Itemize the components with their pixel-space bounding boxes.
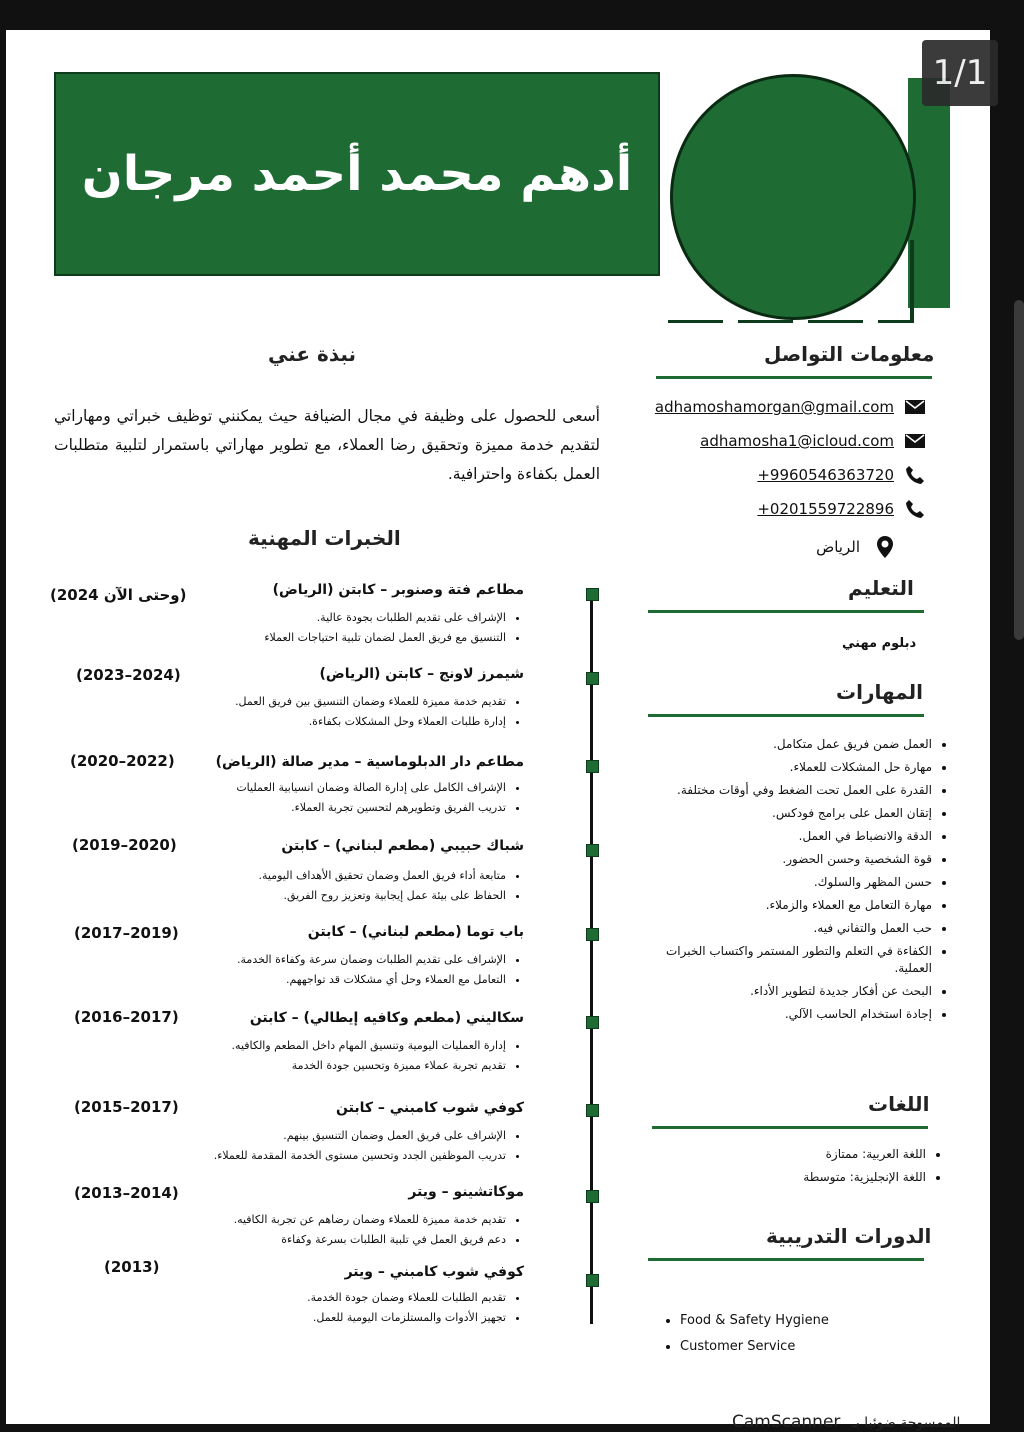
skill-item: • إتقان العمل على برامج فودكس. <box>646 805 932 822</box>
job-bullet: • الحفاظ على بيئة عمل إيجابية وتعزيز روح الفريق. <box>259 886 507 906</box>
languages-title: اللغات <box>868 1092 930 1116</box>
skill-item: • مهارة حل المشكلات للعملاء. <box>646 759 932 776</box>
email-2-text[interactable]: adhamosha1@icloud.com <box>700 432 894 450</box>
job-date: (2024 وحتى الآن) <box>50 586 187 604</box>
job-title: باب توما (مطعم لبناني) – كابتن <box>307 924 524 940</box>
skill-item: • قوة الشخصية وحسن الحضور. <box>646 851 932 868</box>
education-rule <box>648 610 924 613</box>
job-date: (2020–2022) <box>70 752 175 770</box>
job-bullet: • الإشراف على تقديم الطلبات بجودة عالية. <box>264 608 506 628</box>
page-counter: 1/1 <box>922 40 998 106</box>
phone-icon <box>904 466 926 484</box>
contact-title: معلومات التواصل <box>764 342 935 366</box>
contact-email-1[interactable] <box>655 398 894 416</box>
contact-email-2[interactable] <box>700 432 894 450</box>
phone-2-text[interactable]: +0201559722896 <box>757 500 894 518</box>
skills-title: المهارات <box>836 680 923 704</box>
timeline-marker <box>586 1190 599 1203</box>
job-bullets <box>237 950 524 990</box>
skill-item: • القدرة على العمل تحت الضغط وفي أوقات مختلفة. <box>646 782 932 799</box>
job-bullets <box>232 1036 524 1076</box>
skill-item: • حب العمل والتفاني فيه. <box>646 920 932 937</box>
timeline-marker <box>586 844 599 857</box>
job-title: كوفي شوب كامبني – كابتن <box>336 1100 524 1116</box>
skill-item: • مهارة التعامل مع العملاء والزملاء. <box>646 897 932 914</box>
education-degree: دبلوم مهني <box>842 636 917 651</box>
skill-item: • العمل ضمن فريق عمل متكامل. <box>646 736 932 753</box>
contact-rule <box>656 376 932 379</box>
job-bullet: • تدريب الفريق وتطويرهم لتحسين تجربة العملاء. <box>236 798 506 818</box>
job-date: (2017–2019) <box>74 924 179 942</box>
job-bullet: • التنسيق مع فريق العمل لضمان تلبية احتياجات العملاء <box>264 628 506 648</box>
job-bullets <box>264 608 524 648</box>
photo-frame-line <box>910 240 914 322</box>
courses-rule <box>648 1258 924 1261</box>
skill-item: • إجادة استخدام الحاسب الآلي. <box>646 1006 932 1023</box>
job-bullet: • تقديم الطلبات للعملاء وضمان جودة الخدمة. <box>307 1288 506 1308</box>
job-title: سكاليني (مطعم وكافيه إيطالي) – كابتن <box>249 1010 524 1026</box>
scanned-by-label: الممسوحة ضوئيا بـ <box>851 1415 961 1431</box>
job-bullets <box>234 1210 524 1250</box>
location-pin-icon <box>874 538 896 556</box>
job-bullets <box>235 692 524 732</box>
envelope-icon <box>904 398 926 416</box>
job-date: (2013–2014) <box>74 1184 179 1202</box>
envelope-icon <box>904 432 926 450</box>
email-1-text[interactable]: adhamoshamorgan@gmail.com <box>654 398 894 416</box>
language-item: • اللغة العربية: ممتازة <box>726 1146 926 1163</box>
job-bullet: • الإشراف على تقديم الطلبات وضمان سرعة وكفاءة الخدمة. <box>237 950 506 970</box>
job-title: شيمرز لاونج – كابتن (الرياض) <box>319 666 524 682</box>
job-title: شباك حبيبي (مطعم لبناني) – كابتن <box>281 838 524 854</box>
timeline-marker <box>586 928 599 941</box>
languages-rule <box>652 1126 928 1129</box>
skills-rule <box>648 714 924 717</box>
course-item: • Customer Service <box>680 1334 829 1360</box>
job-title: كوفي شوب كامبني – ويتر <box>344 1264 524 1280</box>
skill-item: • الدقة والانضباط في العمل. <box>646 828 932 845</box>
job-title: مطاعم فتة وصنوبر – كابتن (الرياض) <box>272 582 524 598</box>
job-date: (2013) <box>104 1258 160 1276</box>
full-name: أدهم محمد أحمد مرجان <box>81 146 633 202</box>
profile-photo-placeholder <box>670 74 916 320</box>
scanner-watermark <box>732 1412 960 1432</box>
courses-list <box>660 1308 829 1360</box>
job-date: (2016–2017) <box>74 1008 179 1026</box>
skill-item: • حسن المظهر والسلوك. <box>646 874 932 891</box>
job-title: موكاتشينو – ويتر <box>408 1184 524 1200</box>
job-date: (2023–2024) <box>76 666 181 684</box>
job-date: (2015–2017) <box>74 1098 179 1116</box>
contact-phone-2[interactable] <box>757 500 894 518</box>
course-item: • Food & Safety Hygiene <box>680 1308 829 1334</box>
viewer-scrollbar[interactable] <box>1014 300 1024 640</box>
skill-item: • الكفاءة في التعلم والتطور المستمر واكتساب الخبرات العملية. <box>646 943 932 977</box>
job-date: (2019–2020) <box>72 836 177 854</box>
job-bullets <box>259 866 525 906</box>
job-bullet: • تقديم خدمة مميزة للعملاء وضمان التنسيق بين فريق العمل. <box>235 692 506 712</box>
skill-item: • البحث عن أفكار جديدة لتطوير الأداء. <box>646 983 932 1000</box>
skills-list <box>646 736 950 1029</box>
phone-1-text[interactable]: +9960546363720 <box>757 466 894 484</box>
job-bullet: • تجهيز الأدوات والمستلزمات اليومية للعمل. <box>307 1308 506 1328</box>
timeline-marker <box>586 1274 599 1287</box>
job-bullet: • تدريب الموظفين الجدد وتحسين مستوى الخدمة المقدمة للعملاء. <box>214 1146 506 1166</box>
timeline-marker <box>586 588 599 601</box>
resume-page <box>6 30 990 1432</box>
job-bullet: • إدارة العمليات اليومية وتنسيق المهام داخل المطعم والكافيه. <box>232 1036 506 1056</box>
timeline-marker <box>586 1104 599 1117</box>
education-title: التعليم <box>848 576 914 600</box>
scanner-app-name: CamScanner <box>732 1412 841 1432</box>
language-item: • اللغة الإنجليزية: متوسطة <box>726 1169 926 1186</box>
about-text: أسعى للحصول على وظيفة في مجال الضيافة حيث يمكنني توظيف خبراتي ومهاراتي لتقديم خدمة مميزة وتحقيق رضا العملاء، مع تطوير مهاراتي باستمرار لتلبية متطلبات العمل بكفاءة واحترافية. <box>54 407 600 483</box>
job-bullet: • متابعة أداء فريق العمل وضمان تحقيق الأهداف اليومية. <box>259 866 507 886</box>
about-title: نبذة عني <box>268 342 357 366</box>
job-bullet: • الإشراف الكامل على إدارة الصالة وضمان انسيابية العمليات <box>236 778 506 798</box>
job-bullet: • تقديم تجربة عملاء مميزة وتحسين جودة الخدمة <box>232 1056 506 1076</box>
timeline-marker <box>586 672 599 685</box>
timeline-line <box>590 592 593 1324</box>
languages-list <box>726 1146 944 1192</box>
contact-city <box>816 538 860 556</box>
job-bullets <box>214 1126 524 1166</box>
job-bullet: • إدارة طلبات العملاء وحل المشكلات بكفاءة. <box>235 712 506 732</box>
job-title: مطاعم دار الدبلوماسية – مدير صالة (الرياض) <box>215 754 524 770</box>
name-banner <box>54 72 660 276</box>
experience-title: الخبرات المهنية <box>248 526 401 550</box>
job-bullet: • تقديم خدمة مميزة للعملاء وضمان رضاهم عن تجربة الكافيه. <box>234 1210 506 1230</box>
courses-title: الدورات التدريبية <box>766 1224 932 1248</box>
job-bullets <box>307 1288 524 1328</box>
job-bullet: • التعامل مع العملاء وحل أي مشكلات قد تواجههم. <box>237 970 506 990</box>
job-bullet: • دعم فريق العمل في تلبية الطلبات بسرعة وكفاءة <box>234 1230 506 1250</box>
timeline-marker <box>586 1016 599 1029</box>
phone-icon <box>904 500 926 518</box>
timeline-marker <box>586 760 599 773</box>
job-bullets <box>236 778 524 818</box>
city-text: الرياض <box>816 538 860 556</box>
contact-phone-1[interactable] <box>757 466 894 484</box>
photo-frame-dashes <box>668 320 914 323</box>
job-bullet: • الإشراف على فريق العمل وضمان التنسيق بينهم. <box>214 1126 506 1146</box>
